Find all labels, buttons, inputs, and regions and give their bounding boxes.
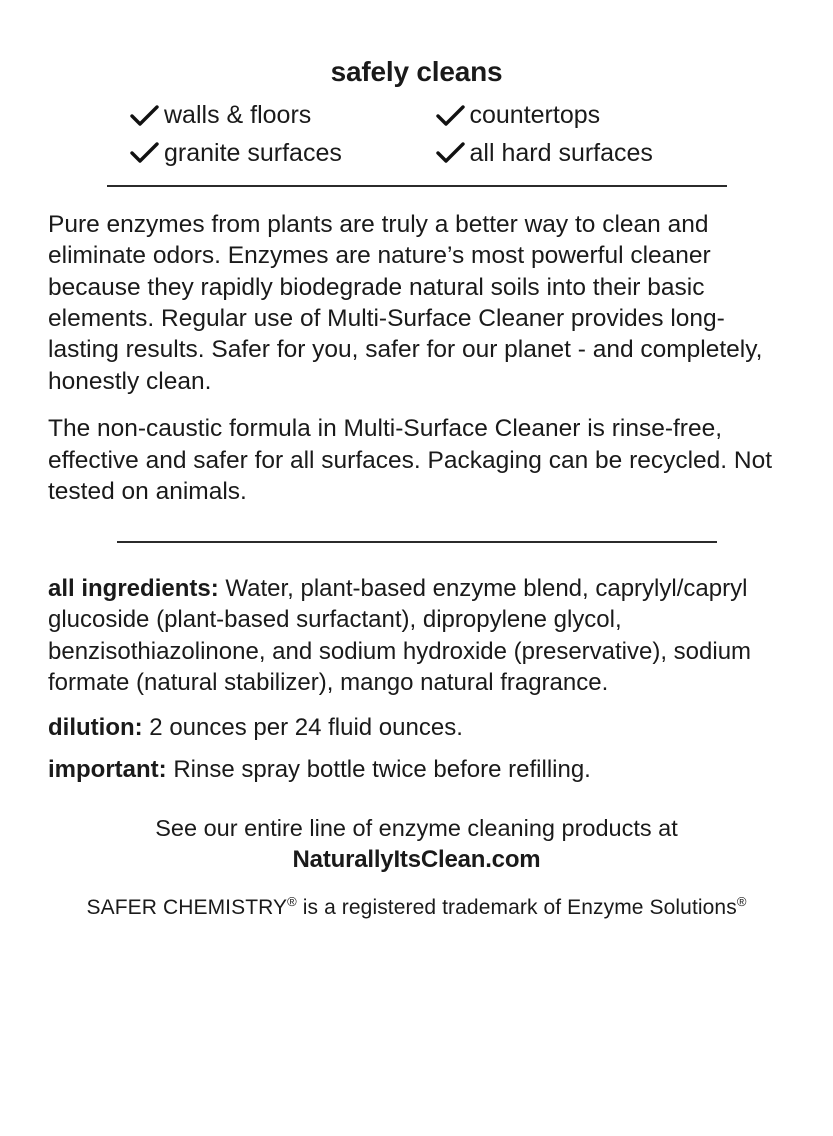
claim-item [436, 102, 742, 130]
dilution-label: dilution: [48, 713, 143, 741]
dilution-line [46, 712, 787, 744]
claim-label: all hard surfaces [469, 138, 653, 167]
footer-tagline: See our entire line of enzyme cleaning products at [155, 814, 678, 841]
divider-top [107, 185, 727, 187]
registered-mark-icon: ® [736, 894, 747, 910]
important-label: important: [48, 756, 167, 784]
website-link[interactable]: NaturallyItsClean.com [292, 846, 541, 874]
important-text: Rinse spray bottle twice before refilling. [166, 756, 591, 784]
page-title: safely cleans [330, 56, 503, 87]
description-paragraph-2: The non-caustic formula in Multi-Surface Cleaner is rinse-free, effective and safer for all surfaces. Packaging can be recycled. Not tested on animals. [48, 415, 773, 505]
registered-mark-icon: ® [287, 894, 297, 910]
claim-item [130, 140, 436, 168]
check-icon [130, 104, 164, 128]
trademark-notice [46, 894, 787, 920]
trademark-text: is a registered trademark of Enzyme Solutions [296, 896, 737, 920]
ingredients-label: all ingredients: [48, 575, 219, 603]
claim-item [130, 102, 436, 130]
claim-item [436, 140, 742, 168]
claim-label: walls & floors [164, 101, 312, 129]
check-icon [436, 104, 470, 128]
check-icon [130, 141, 164, 165]
description-paragraph-1: Pure enzymes from plants are truly a better way to clean and eliminate odors. Enzymes are nature’s most powerful cleaner because they rapidly biodegrade natural soils into their basic elements. Regular use of Multi-Surface Cleaner provides long-lasting results. Safer for you, safer for our planet - and completely, honestly clean. [48, 211, 763, 395]
dilution-text: 2 ounces per 24 fluid ounces. [142, 713, 463, 741]
claim-label: countertops [469, 101, 601, 129]
divider-middle [117, 541, 717, 543]
claims-grid [46, 102, 787, 167]
check-icon [436, 141, 470, 165]
important-line [46, 754, 787, 786]
ingredients-block [46, 573, 787, 698]
trademark-brand: SAFER CHEMISTRY [86, 896, 288, 920]
footer [46, 813, 787, 875]
ingredients-text: Water, plant-based enzyme blend, caprylyl/capryl glucoside (plant-based surfactant), dipropylene glycol, benzisothiazolinone, and sodium hydroxide (preservative), sodium formate (natural stabilizer), mango natural fragrance. [48, 575, 752, 696]
claim-label: granite surfaces [164, 138, 342, 167]
